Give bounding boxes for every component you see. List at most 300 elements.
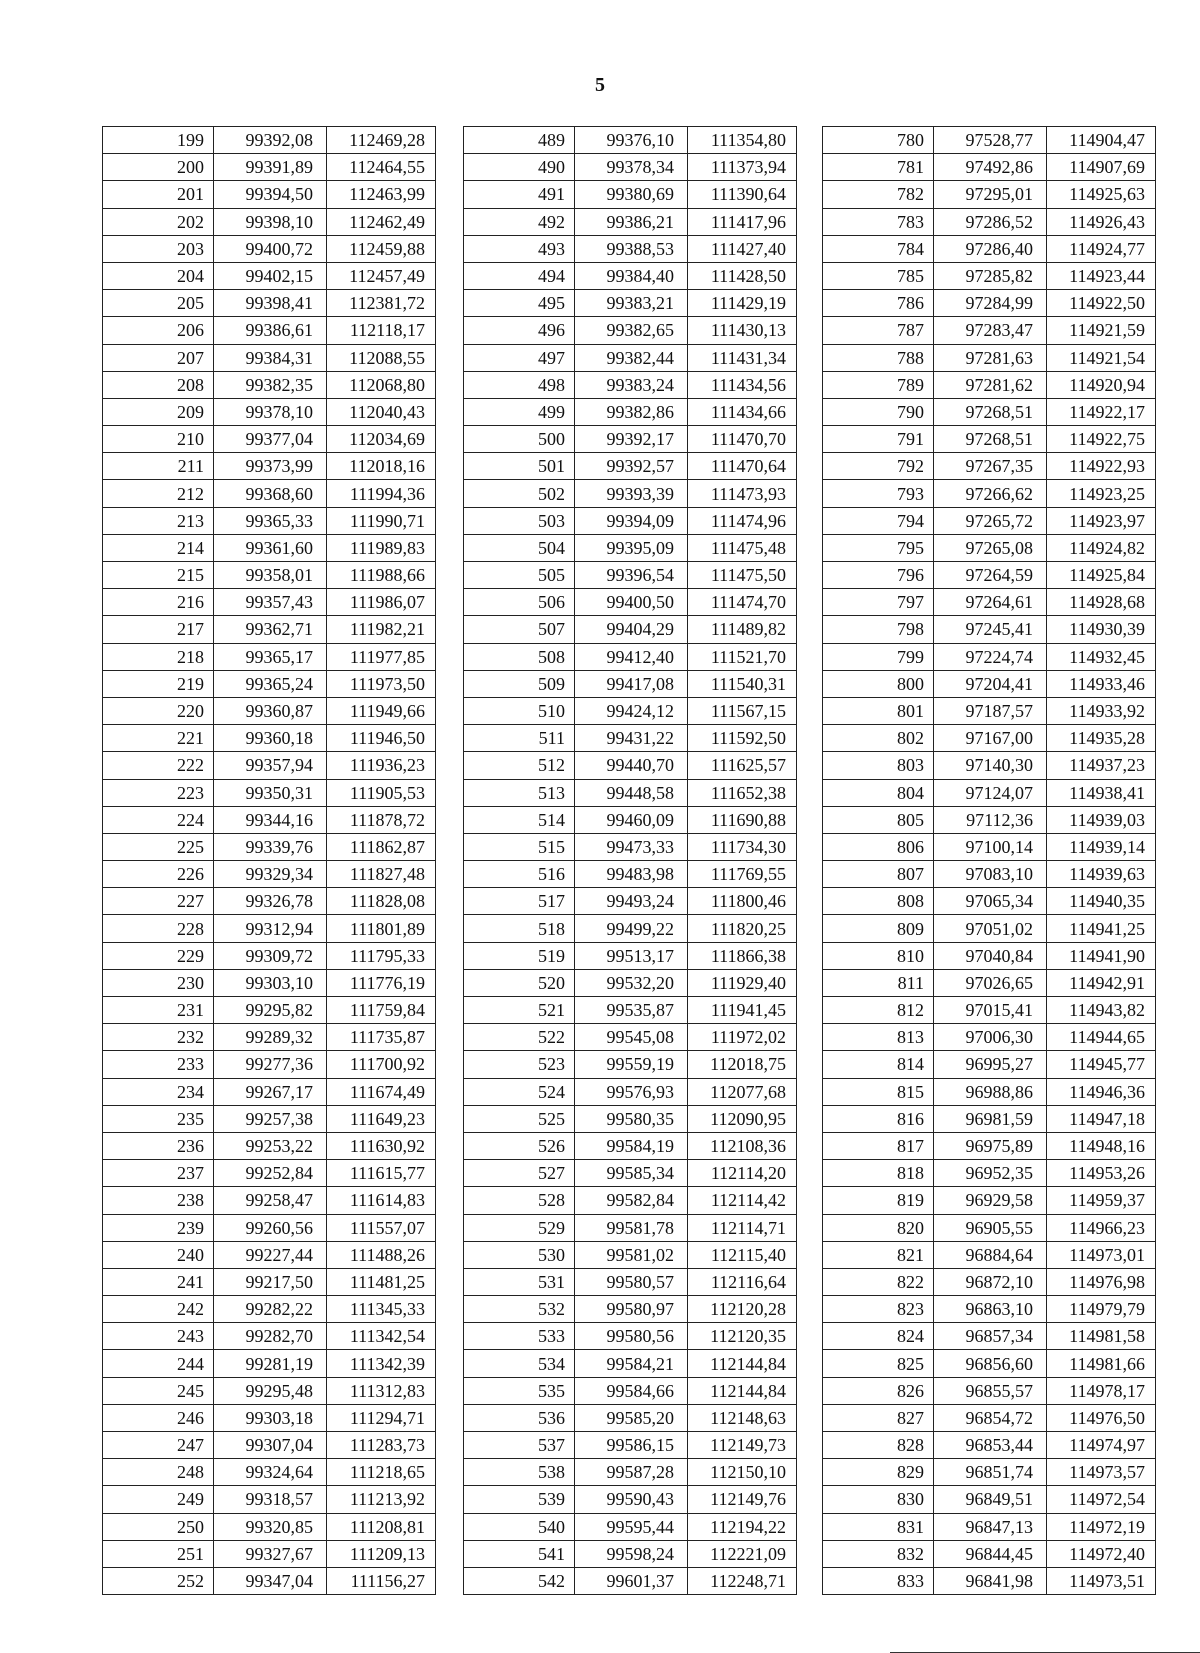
point-number-cell: 244: [103, 1350, 214, 1377]
point-number-cell: 493: [464, 235, 575, 262]
table-row: [823, 616, 1156, 643]
y-coordinate-cell: 111795,33: [327, 942, 436, 969]
point-number-cell: 223: [103, 779, 214, 806]
y-coordinate-cell: 112116,64: [688, 1268, 797, 1295]
point-number-cell: 247: [103, 1432, 214, 1459]
y-coordinate-cell: 114974,97: [1047, 1432, 1156, 1459]
x-coordinate-cell: 99362,71: [214, 616, 327, 643]
x-coordinate-cell: 97528,77: [934, 127, 1047, 154]
y-coordinate-cell: 114928,68: [1047, 589, 1156, 616]
point-number-cell: 800: [823, 670, 934, 697]
x-coordinate-cell: 99344,16: [214, 806, 327, 833]
x-coordinate-cell: 99532,20: [575, 969, 688, 996]
table-row: [823, 1540, 1156, 1567]
x-coordinate-cell: 99295,48: [214, 1377, 327, 1404]
x-coordinate-cell: 99358,01: [214, 562, 327, 589]
x-coordinate-cell: 99382,35: [214, 371, 327, 398]
point-number-cell: 241: [103, 1268, 214, 1295]
point-number-cell: 505: [464, 562, 575, 589]
table-row: [464, 507, 797, 534]
x-coordinate-cell: 99380,69: [575, 181, 688, 208]
table-row: [823, 480, 1156, 507]
table-row: [103, 317, 436, 344]
point-number-cell: 218: [103, 643, 214, 670]
y-coordinate-cell: 114933,92: [1047, 697, 1156, 724]
point-number-cell: 818: [823, 1160, 934, 1187]
point-number-cell: 515: [464, 833, 575, 860]
table-row: [823, 1078, 1156, 1105]
y-coordinate-cell: 111652,38: [688, 779, 797, 806]
point-number-cell: 513: [464, 779, 575, 806]
table-row: [103, 127, 436, 154]
x-coordinate-cell: 99357,43: [214, 589, 327, 616]
point-number-cell: 234: [103, 1078, 214, 1105]
y-coordinate-cell: 111614,83: [327, 1187, 436, 1214]
x-coordinate-cell: 99581,78: [575, 1214, 688, 1241]
table-row: [823, 154, 1156, 181]
table-row: [103, 290, 436, 317]
table-row: [823, 562, 1156, 589]
point-number-cell: 204: [103, 262, 214, 289]
y-coordinate-cell: 114959,37: [1047, 1187, 1156, 1214]
point-number-cell: 796: [823, 562, 934, 589]
y-coordinate-cell: 114944,65: [1047, 1024, 1156, 1051]
table-row: [464, 371, 797, 398]
y-coordinate-cell: 111949,66: [327, 697, 436, 724]
table-row: [823, 317, 1156, 344]
x-coordinate-cell: 99535,87: [575, 997, 688, 1024]
x-coordinate-cell: 99559,19: [575, 1051, 688, 1078]
y-coordinate-cell: 111390,64: [688, 181, 797, 208]
x-coordinate-cell: 96929,58: [934, 1187, 1047, 1214]
x-coordinate-cell: 97112,36: [934, 806, 1047, 833]
table-row: [464, 752, 797, 779]
y-coordinate-cell: 111209,13: [327, 1540, 436, 1567]
y-coordinate-cell: 111567,15: [688, 697, 797, 724]
y-coordinate-cell: 111354,80: [688, 127, 797, 154]
x-coordinate-cell: 96847,13: [934, 1513, 1047, 1540]
y-coordinate-cell: 112457,49: [327, 262, 436, 289]
x-coordinate-cell: 99473,33: [575, 833, 688, 860]
y-coordinate-cell: 111759,84: [327, 997, 436, 1024]
x-coordinate-cell: 99327,67: [214, 1540, 327, 1567]
table-row: [103, 534, 436, 561]
x-coordinate-cell: 99584,21: [575, 1350, 688, 1377]
point-number-cell: 250: [103, 1513, 214, 1540]
y-coordinate-cell: 114947,18: [1047, 1105, 1156, 1132]
y-coordinate-cell: 114923,44: [1047, 262, 1156, 289]
y-coordinate-cell: 111473,93: [688, 480, 797, 507]
point-number-cell: 246: [103, 1404, 214, 1431]
table-row: [103, 1187, 436, 1214]
table-row: [103, 861, 436, 888]
x-coordinate-cell: 97051,02: [934, 915, 1047, 942]
x-coordinate-cell: 99601,37: [575, 1567, 688, 1594]
x-coordinate-cell: 97286,52: [934, 208, 1047, 235]
point-number-cell: 810: [823, 942, 934, 969]
x-coordinate-cell: 99350,31: [214, 779, 327, 806]
x-coordinate-cell: 99289,32: [214, 1024, 327, 1051]
point-number-cell: 784: [823, 235, 934, 262]
table-row: [103, 1132, 436, 1159]
point-number-cell: 803: [823, 752, 934, 779]
y-coordinate-cell: 112248,71: [688, 1567, 797, 1594]
x-coordinate-cell: 99378,10: [214, 398, 327, 425]
y-coordinate-cell: 114933,46: [1047, 670, 1156, 697]
table-row: [103, 371, 436, 398]
y-coordinate-cell: 112149,76: [688, 1486, 797, 1513]
y-coordinate-cell: 112114,42: [688, 1187, 797, 1214]
x-coordinate-cell: 99582,84: [575, 1187, 688, 1214]
y-coordinate-cell: 111800,46: [688, 888, 797, 915]
table-row: [823, 589, 1156, 616]
point-number-cell: 791: [823, 426, 934, 453]
point-number-cell: 525: [464, 1105, 575, 1132]
point-number-cell: 216: [103, 589, 214, 616]
table-row: [103, 1459, 436, 1486]
y-coordinate-cell: 114922,75: [1047, 426, 1156, 453]
y-coordinate-cell: 111208,81: [327, 1513, 436, 1540]
x-coordinate-cell: 99383,21: [575, 290, 688, 317]
y-coordinate-cell: 114939,63: [1047, 861, 1156, 888]
table-row: [103, 915, 436, 942]
point-number-cell: 538: [464, 1459, 575, 1486]
y-coordinate-cell: 111417,96: [688, 208, 797, 235]
x-coordinate-cell: 99391,89: [214, 154, 327, 181]
point-number-cell: 522: [464, 1024, 575, 1051]
table-row: [823, 1486, 1156, 1513]
y-coordinate-cell: 114979,79: [1047, 1296, 1156, 1323]
point-number-cell: 789: [823, 371, 934, 398]
y-coordinate-cell: 114935,28: [1047, 725, 1156, 752]
y-coordinate-cell: 111434,56: [688, 371, 797, 398]
x-coordinate-cell: 99326,78: [214, 888, 327, 915]
table-row: [464, 1214, 797, 1241]
point-number-cell: 797: [823, 589, 934, 616]
x-coordinate-cell: 97265,08: [934, 534, 1047, 561]
y-coordinate-cell: 111431,34: [688, 344, 797, 371]
point-number-cell: 232: [103, 1024, 214, 1051]
y-coordinate-cell: 111345,33: [327, 1296, 436, 1323]
y-coordinate-cell: 111630,92: [327, 1132, 436, 1159]
x-coordinate-cell: 99365,24: [214, 670, 327, 697]
point-number-cell: 200: [103, 154, 214, 181]
point-number-cell: 503: [464, 507, 575, 534]
table-row: [464, 861, 797, 888]
table-row: [823, 670, 1156, 697]
y-coordinate-cell: 111427,40: [688, 235, 797, 262]
point-number-cell: 219: [103, 670, 214, 697]
x-coordinate-cell: 96844,45: [934, 1540, 1047, 1567]
table-row: [464, 697, 797, 724]
y-coordinate-cell: 111977,85: [327, 643, 436, 670]
x-coordinate-cell: 97100,14: [934, 833, 1047, 860]
point-number-cell: 240: [103, 1241, 214, 1268]
x-coordinate-cell: 96988,86: [934, 1078, 1047, 1105]
x-coordinate-cell: 99365,17: [214, 643, 327, 670]
table-row: [464, 426, 797, 453]
table-row: [464, 1187, 797, 1214]
y-coordinate-cell: 114953,26: [1047, 1160, 1156, 1187]
table-row: [103, 344, 436, 371]
point-number-cell: 832: [823, 1540, 934, 1567]
point-number-cell: 782: [823, 181, 934, 208]
point-number-cell: 201: [103, 181, 214, 208]
point-number-cell: 207: [103, 344, 214, 371]
y-coordinate-cell: 112068,80: [327, 371, 436, 398]
y-coordinate-cell: 114938,41: [1047, 779, 1156, 806]
x-coordinate-cell: 99382,86: [575, 398, 688, 425]
table-row: [823, 806, 1156, 833]
y-coordinate-cell: 112459,88: [327, 235, 436, 262]
table-row: [823, 1432, 1156, 1459]
y-coordinate-cell: 111878,72: [327, 806, 436, 833]
point-number-cell: 808: [823, 888, 934, 915]
x-coordinate-cell: 97264,59: [934, 562, 1047, 589]
point-number-cell: 785: [823, 262, 934, 289]
point-number-cell: 826: [823, 1377, 934, 1404]
y-coordinate-cell: 114941,90: [1047, 942, 1156, 969]
x-coordinate-cell: 96884,64: [934, 1241, 1047, 1268]
table-row: [464, 1105, 797, 1132]
x-coordinate-cell: 99252,84: [214, 1160, 327, 1187]
table-row: [823, 833, 1156, 860]
y-coordinate-cell: 114981,58: [1047, 1323, 1156, 1350]
y-coordinate-cell: 112464,55: [327, 154, 436, 181]
x-coordinate-cell: 96856,60: [934, 1350, 1047, 1377]
table-row: [103, 589, 436, 616]
y-coordinate-cell: 114924,82: [1047, 534, 1156, 561]
table-row: [823, 861, 1156, 888]
table-row: [464, 1323, 797, 1350]
y-coordinate-cell: 112144,84: [688, 1350, 797, 1377]
point-number-cell: 519: [464, 942, 575, 969]
x-coordinate-cell: 99598,24: [575, 1540, 688, 1567]
x-coordinate-cell: 99580,56: [575, 1323, 688, 1350]
point-number-cell: 541: [464, 1540, 575, 1567]
x-coordinate-cell: 96841,98: [934, 1567, 1047, 1594]
point-number-cell: 230: [103, 969, 214, 996]
table-row: [823, 371, 1156, 398]
point-number-cell: 517: [464, 888, 575, 915]
y-coordinate-cell: 111373,94: [688, 154, 797, 181]
point-number-cell: 821: [823, 1241, 934, 1268]
x-coordinate-cell: 99396,54: [575, 562, 688, 589]
x-coordinate-cell: 99267,17: [214, 1078, 327, 1105]
y-coordinate-cell: 114921,54: [1047, 344, 1156, 371]
point-number-cell: 229: [103, 942, 214, 969]
table-row: [103, 697, 436, 724]
table-row: [464, 806, 797, 833]
point-number-cell: 781: [823, 154, 934, 181]
table-row: [464, 398, 797, 425]
x-coordinate-cell: 99361,60: [214, 534, 327, 561]
table-row: [823, 1377, 1156, 1404]
point-number-cell: 526: [464, 1132, 575, 1159]
table-row: [103, 154, 436, 181]
point-number-cell: 823: [823, 1296, 934, 1323]
y-coordinate-cell: 114920,94: [1047, 371, 1156, 398]
table-row: [464, 208, 797, 235]
x-coordinate-cell: 96995,27: [934, 1051, 1047, 1078]
table-row: [464, 833, 797, 860]
y-coordinate-cell: 111988,66: [327, 562, 436, 589]
y-coordinate-cell: 114925,63: [1047, 181, 1156, 208]
table-row: [103, 806, 436, 833]
x-coordinate-cell: 99393,39: [575, 480, 688, 507]
y-coordinate-cell: 114966,23: [1047, 1214, 1156, 1241]
coordinates-table: [822, 126, 1156, 1595]
y-coordinate-cell: 114972,40: [1047, 1540, 1156, 1567]
y-coordinate-cell: 111820,25: [688, 915, 797, 942]
y-coordinate-cell: 111213,92: [327, 1486, 436, 1513]
point-number-cell: 542: [464, 1567, 575, 1594]
y-coordinate-cell: 114922,93: [1047, 453, 1156, 480]
x-coordinate-cell: 99318,57: [214, 1486, 327, 1513]
point-number-cell: 245: [103, 1377, 214, 1404]
x-coordinate-cell: 99513,17: [575, 942, 688, 969]
y-coordinate-cell: 112018,16: [327, 453, 436, 480]
x-coordinate-cell: 99412,40: [575, 643, 688, 670]
point-number-cell: 780: [823, 127, 934, 154]
table-row: [464, 1132, 797, 1159]
x-coordinate-cell: 99394,50: [214, 181, 327, 208]
table-row: [103, 616, 436, 643]
point-number-cell: 499: [464, 398, 575, 425]
y-coordinate-cell: 114943,82: [1047, 997, 1156, 1024]
y-coordinate-cell: 112194,22: [688, 1513, 797, 1540]
point-number-cell: 811: [823, 969, 934, 996]
x-coordinate-cell: 99585,34: [575, 1160, 688, 1187]
x-coordinate-cell: 99400,50: [575, 589, 688, 616]
y-coordinate-cell: 111474,96: [688, 507, 797, 534]
point-number-cell: 239: [103, 1214, 214, 1241]
table-row: [464, 1459, 797, 1486]
y-coordinate-cell: 112469,28: [327, 127, 436, 154]
point-number-cell: 203: [103, 235, 214, 262]
table-row: [103, 398, 436, 425]
x-coordinate-cell: 99309,72: [214, 942, 327, 969]
point-number-cell: 496: [464, 317, 575, 344]
x-coordinate-cell: 99227,44: [214, 1241, 327, 1268]
point-number-cell: 222: [103, 752, 214, 779]
x-coordinate-cell: 99580,57: [575, 1268, 688, 1295]
table-row: [464, 1160, 797, 1187]
x-coordinate-cell: 99595,44: [575, 1513, 688, 1540]
y-coordinate-cell: 112090,95: [688, 1105, 797, 1132]
y-coordinate-cell: 111905,53: [327, 779, 436, 806]
y-coordinate-cell: 114921,59: [1047, 317, 1156, 344]
x-coordinate-cell: 99382,65: [575, 317, 688, 344]
y-coordinate-cell: 114946,36: [1047, 1078, 1156, 1105]
point-number-cell: 500: [464, 426, 575, 453]
table-row: [823, 453, 1156, 480]
x-coordinate-cell: 99392,57: [575, 453, 688, 480]
y-coordinate-cell: 111946,50: [327, 725, 436, 752]
x-coordinate-cell: 97268,51: [934, 426, 1047, 453]
table-row: [464, 235, 797, 262]
table-row: [103, 1540, 436, 1567]
point-number-cell: 502: [464, 480, 575, 507]
x-coordinate-cell: 99398,41: [214, 290, 327, 317]
point-number-cell: 806: [823, 833, 934, 860]
point-number-cell: 801: [823, 697, 934, 724]
x-coordinate-cell: 97265,72: [934, 507, 1047, 534]
y-coordinate-cell: 111489,82: [688, 616, 797, 643]
table-row: [464, 725, 797, 752]
x-coordinate-cell: 96981,59: [934, 1105, 1047, 1132]
y-coordinate-cell: 111986,07: [327, 589, 436, 616]
y-coordinate-cell: 114976,98: [1047, 1268, 1156, 1295]
table-row: [823, 127, 1156, 154]
y-coordinate-cell: 111470,64: [688, 453, 797, 480]
y-coordinate-cell: 114924,77: [1047, 235, 1156, 262]
point-number-cell: 220: [103, 697, 214, 724]
x-coordinate-cell: 97267,35: [934, 453, 1047, 480]
table-row: [464, 915, 797, 942]
table-row: [464, 534, 797, 561]
point-number-cell: 494: [464, 262, 575, 289]
table-row: [103, 752, 436, 779]
point-number-cell: 242: [103, 1296, 214, 1323]
y-coordinate-cell: 112120,35: [688, 1323, 797, 1350]
x-coordinate-cell: 97124,07: [934, 779, 1047, 806]
table-row: [823, 1323, 1156, 1350]
point-number-cell: 238: [103, 1187, 214, 1214]
table-row: [464, 589, 797, 616]
x-coordinate-cell: 99499,22: [575, 915, 688, 942]
point-number-cell: 213: [103, 507, 214, 534]
table-row: [464, 888, 797, 915]
table-row: [464, 779, 797, 806]
x-coordinate-cell: 99384,31: [214, 344, 327, 371]
x-coordinate-cell: 96851,74: [934, 1459, 1047, 1486]
y-coordinate-cell: 112077,68: [688, 1078, 797, 1105]
y-coordinate-cell: 112108,36: [688, 1132, 797, 1159]
y-coordinate-cell: 112118,17: [327, 317, 436, 344]
x-coordinate-cell: 97285,82: [934, 262, 1047, 289]
y-coordinate-cell: 114926,43: [1047, 208, 1156, 235]
point-number-cell: 805: [823, 806, 934, 833]
x-coordinate-cell: 97065,34: [934, 888, 1047, 915]
point-number-cell: 226: [103, 861, 214, 888]
table-row: [103, 235, 436, 262]
table-row: [823, 1241, 1156, 1268]
table-row: [464, 1296, 797, 1323]
table-row: [464, 1078, 797, 1105]
x-coordinate-cell: 99373,99: [214, 453, 327, 480]
y-coordinate-cell: 114940,35: [1047, 888, 1156, 915]
table-row: [103, 1350, 436, 1377]
x-coordinate-cell: 99590,43: [575, 1486, 688, 1513]
x-coordinate-cell: 99383,24: [575, 371, 688, 398]
y-coordinate-cell: 111827,48: [327, 861, 436, 888]
y-coordinate-cell: 111989,83: [327, 534, 436, 561]
point-number-cell: 514: [464, 806, 575, 833]
x-coordinate-cell: 99295,82: [214, 997, 327, 1024]
table-row: [464, 127, 797, 154]
page-number: 5: [595, 74, 605, 96]
point-number-cell: 824: [823, 1323, 934, 1350]
table-row: [464, 1404, 797, 1431]
x-coordinate-cell: 99587,28: [575, 1459, 688, 1486]
y-coordinate-cell: 112381,72: [327, 290, 436, 317]
x-coordinate-cell: 99277,36: [214, 1051, 327, 1078]
point-number-cell: 512: [464, 752, 575, 779]
y-coordinate-cell: 111625,57: [688, 752, 797, 779]
table-row: [103, 1051, 436, 1078]
table-row: [823, 1404, 1156, 1431]
